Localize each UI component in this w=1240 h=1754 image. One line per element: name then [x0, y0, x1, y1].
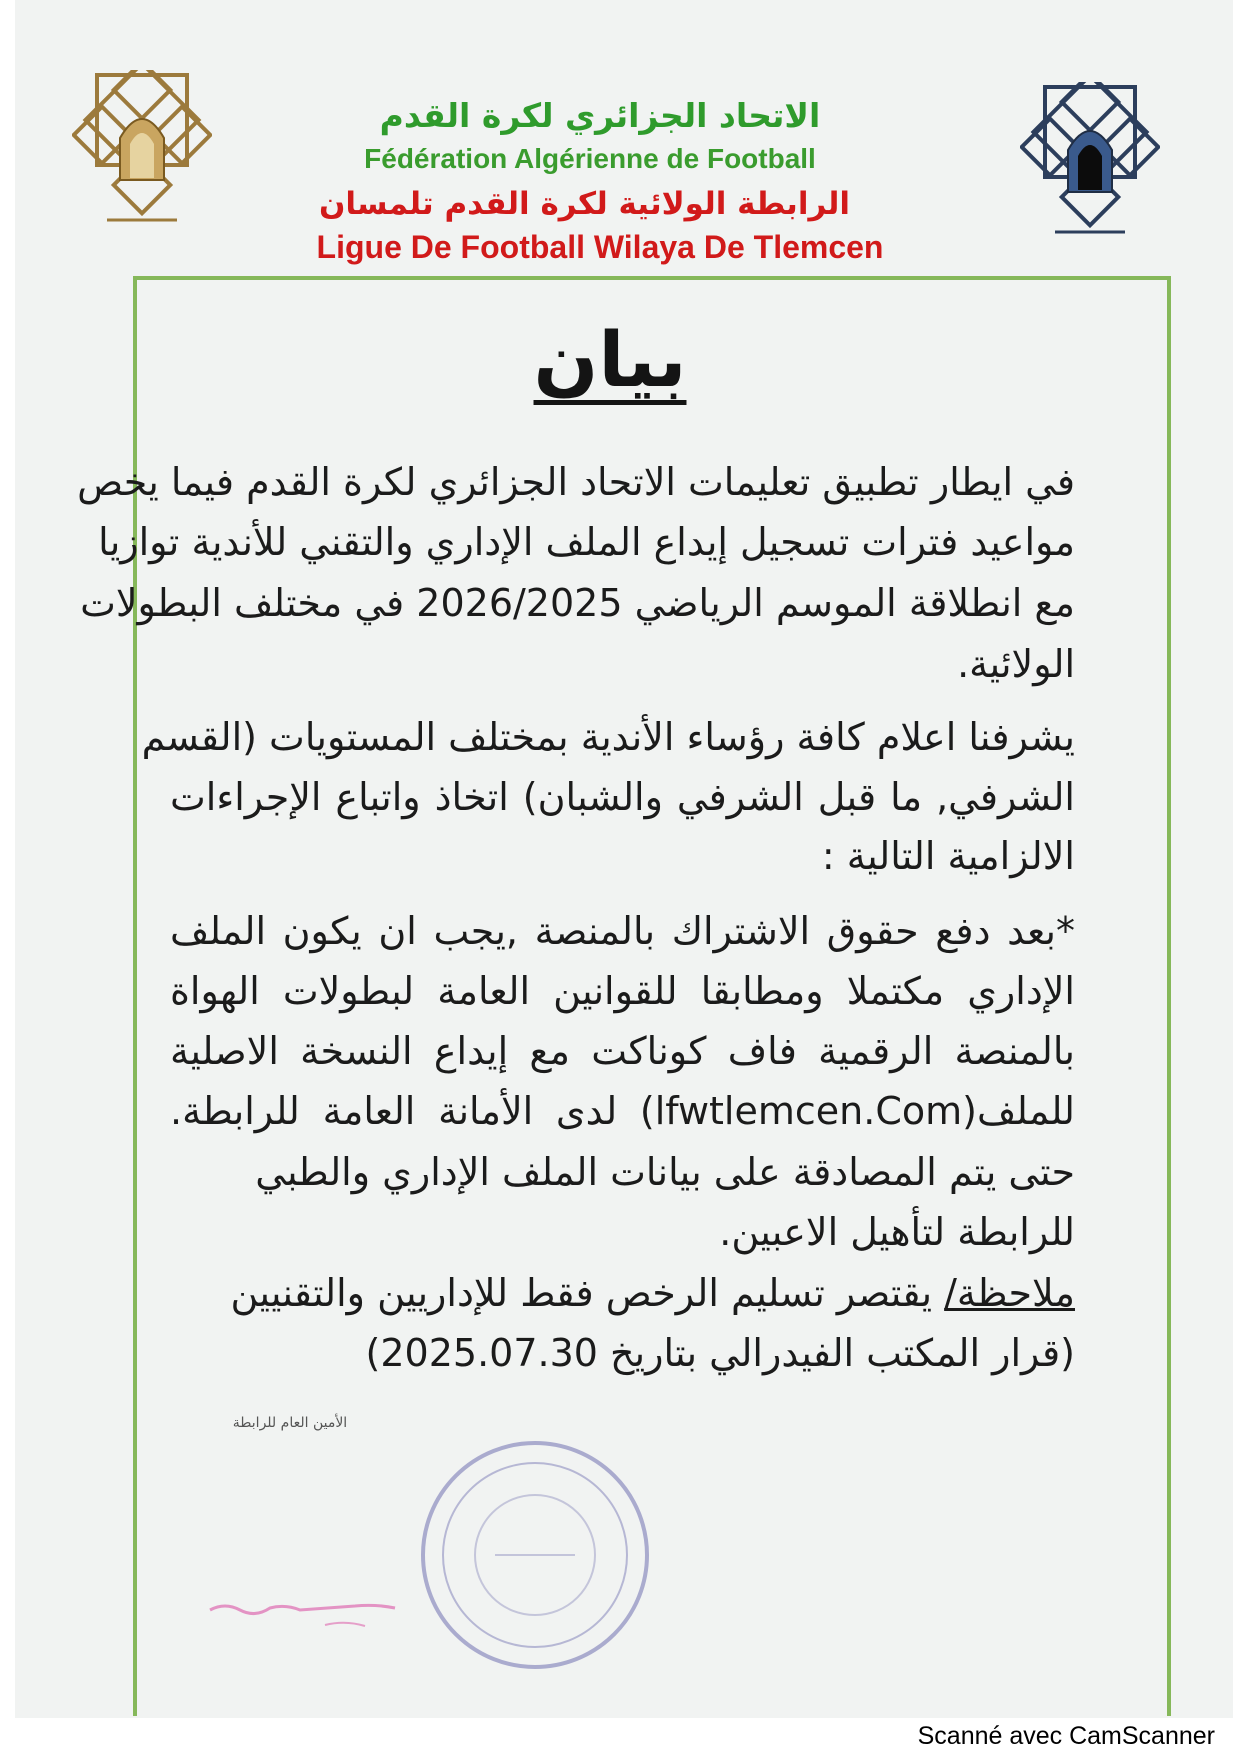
handwritten-signature-icon [205, 1580, 405, 1640]
body-line: للملف(lfwtlemcen.Com) لدى الأمانة العامة للرابطة. [170, 1089, 1075, 1133]
body-line: الإداري مكتملا ومطابقا للقوانين العامة لبطولات الهواة [170, 969, 1075, 1013]
federation-name-arabic: الاتحاد الجزائري لكرة القدم [379, 96, 821, 135]
body-line: مواعيد فترات تسجيل إيداع الملف الإداري والتقني للأندية توازيا [98, 520, 1075, 564]
body-line: للرابطة لتأهيل الاعبين. [719, 1210, 1075, 1254]
body-line: *بعد دفع حقوق الاشتراك بالمنصة ,يجب ان يكون الملف [170, 909, 1075, 953]
document-title: بيان [533, 315, 687, 404]
league-name-french: Ligue De Football Wilaya De Tlemcen [316, 229, 884, 265]
federation-name-french: Fédération Algérienne de Football [364, 143, 816, 174]
body-line: الشرفي, ما قبل الشرفي والشبان) اتخاذ واتباع الإجراءات [170, 775, 1075, 819]
scanner-watermark: Scanné avec CamScanner [917, 1722, 1215, 1750]
body-line: الالزامية التالية : [821, 834, 1075, 878]
signatory-caption: الأمين العام للرابطة [232, 1415, 348, 1431]
ligue-emblem-icon [72, 70, 212, 240]
body-line: حتى يتم المصادقة على بيانات الملف الإداري والطبي [255, 1150, 1075, 1194]
body-line: الولائية. [957, 642, 1075, 686]
body-line: بالمنصة الرقمية فاف كوناكت مع إيداع النسخة الاصلية [170, 1029, 1075, 1073]
body-line: في ايطار تطبيق تعليمات الاتحاد الجزائري لكرة القدم فيما يخص [77, 460, 1075, 504]
note-label: ملاحظة/ [944, 1271, 1075, 1315]
decision-line: (قرار المكتب الفيدرالي بتاريخ 2025.07.30) [365, 1331, 1075, 1375]
federation-emblem-icon [1020, 82, 1160, 252]
note-text: يقتصر تسليم الرخص فقط للإداريين والتقنيين [230, 1271, 945, 1315]
body-line: يشرفنا اعلام كافة رؤساء الأندية بمختلف المستويات (القسم [141, 715, 1075, 759]
note-line [170, 1271, 1075, 1315]
official-stamp-icon [405, 1425, 665, 1685]
league-name-arabic: الرابطة الولائية لكرة القدم تلمسان [318, 186, 850, 222]
body-line: مع انطلاقة الموسم الرياضي 2026/2025 في مختلف البطولات [80, 581, 1075, 625]
